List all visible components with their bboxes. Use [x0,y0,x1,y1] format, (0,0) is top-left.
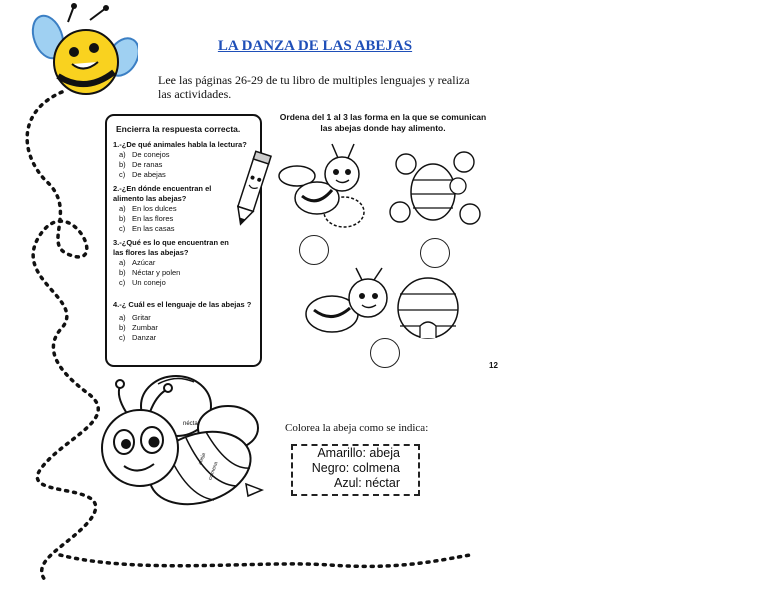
color-legend [291,444,420,496]
question-text: 1.-¿De qué animales habla la lectura? [113,140,247,149]
answer-option[interactable]: a) Azúcar [119,258,156,267]
question-text: 2.-¿En dónde encuentran el alimento las abejas? [113,184,212,203]
order-answer-circle[interactable] [370,338,400,368]
answer-option[interactable]: b) De ranas [119,160,163,169]
quiz-header: Encierra la respuesta correcta. [116,124,241,134]
answer-option[interactable]: a) De conejos [119,150,170,159]
answer-option[interactable]: b) Zumbar [119,323,158,332]
instructions-text: Lee las páginas 26-29 de tu libro de multiples lenguajes y realiza las actividades. [158,73,470,101]
legend-item: Amarillo: abeja [317,446,400,460]
answer-option[interactable]: c) De abejas [119,170,166,179]
question-text: 3.-¿Qué es lo que encuentran en las flores las abejas? [113,238,229,257]
answer-option[interactable]: b) Néctar y polen [119,268,181,277]
page-number: 12 [489,361,498,370]
question-text: 4.-¿ Cuál es el lenguaje de las abejas ? [113,300,252,309]
pencil-icon [230,148,274,230]
coloring-bee-icon [96,366,271,516]
answer-option[interactable]: a) Gritar [119,313,151,322]
legend-item: Negro: colmena [311,461,400,475]
page-title: LA DANZA DE LAS ABEJAS [217,38,413,54]
ordering-instruction: Ordena del 1 al 3 las forma en la que se comunican las abejas donde hay alimento. [279,112,487,133]
answer-option[interactable]: a) En los dulces [119,204,177,213]
question-4 [113,300,253,343]
answer-option[interactable]: c) Danzar [119,333,157,342]
answer-option[interactable]: b) En las flores [119,214,174,223]
bees-on-flower-icon [272,134,372,234]
question-3 [113,238,253,288]
bee-label-colmena: colmena [207,461,220,481]
legend-item: Azul: néctar [333,476,400,490]
order-answer-circle[interactable] [299,235,329,265]
answer-option[interactable]: c) Un conejo [119,278,166,287]
coloring-instruction: Colorea la abeja como se indica: [285,422,429,434]
bee-label-nectar: néctar [183,421,200,427]
bee-and-hive-icon [296,264,466,344]
answer-option[interactable]: c) En las casas [119,224,175,233]
bee-label-abeja: abeja [197,452,208,466]
bees-at-hive-icon [378,134,496,244]
bee-mascot-icon [28,2,138,112]
order-answer-circle[interactable] [420,238,450,268]
